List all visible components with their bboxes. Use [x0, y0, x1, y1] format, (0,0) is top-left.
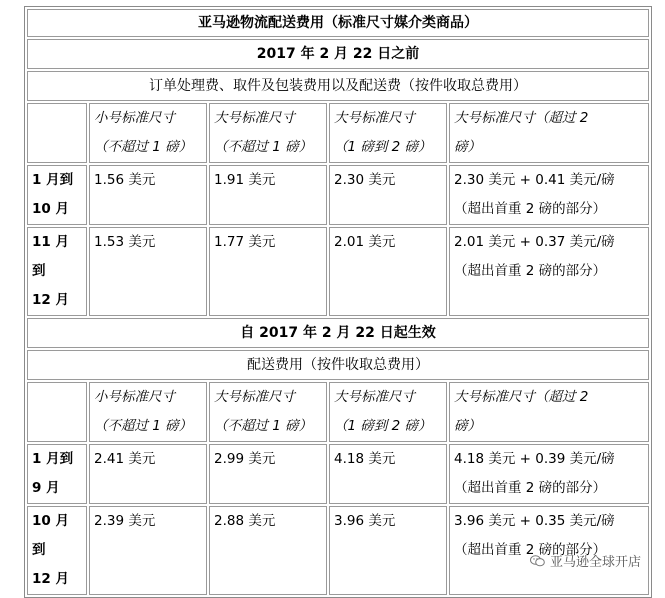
column-header — [449, 382, 649, 442]
column-header — [209, 103, 327, 163]
column-header-line2: （不超过 1 磅） — [214, 139, 313, 155]
fee-formula-cell — [449, 444, 649, 504]
column-header-line1: 大号标准尺寸 — [214, 110, 295, 126]
column-header-line2: （1 磅到 2 磅） — [334, 418, 432, 434]
column-header-line2: 磅） — [454, 139, 481, 155]
column-header-row — [27, 103, 649, 163]
fee-cell: 2.01 美元 — [329, 227, 447, 316]
section-heading: 2017 年 2 月 22 日之前 — [27, 39, 649, 69]
fee-cell: 1.53 美元 — [89, 227, 207, 316]
column-header-line2: （不超过 1 磅） — [94, 139, 193, 155]
month-line2: 12 月 — [32, 292, 69, 308]
column-header-line1: 大号标准尺寸（超过 2 — [454, 389, 589, 405]
section-heading-row — [27, 39, 649, 69]
fee-formula-note: （超出首重 2 磅的部分） — [454, 542, 607, 558]
fee-formula: 2.30 美元 + 0.41 美元/磅 — [454, 172, 615, 188]
watermark — [530, 551, 641, 570]
month-line1: 1 月到 — [32, 451, 74, 467]
column-header-line2: （1 磅到 2 磅） — [334, 139, 432, 155]
fee-cell: 2.30 美元 — [329, 165, 447, 225]
column-header — [329, 382, 447, 442]
empty-corner-cell — [27, 382, 87, 442]
section-subheading: 订单处理费、取件及包装费用以及配送费（按件收取总费用） — [27, 71, 649, 101]
table-title: 亚马逊物流配送费用（标准尺寸媒介类商品） — [27, 9, 649, 37]
table-row — [27, 227, 649, 316]
month-range-cell — [27, 227, 87, 316]
fee-cell: 1.77 美元 — [209, 227, 327, 316]
column-header-line1: 大号标准尺寸 — [334, 110, 415, 126]
column-header-line2: （不超过 1 磅） — [94, 418, 193, 434]
column-header-line1: 小号标准尺寸 — [94, 110, 175, 126]
fee-formula: 3.96 美元 + 0.35 美元/磅 — [454, 513, 615, 529]
column-header-line1: 小号标准尺寸 — [94, 389, 175, 405]
month-range-cell — [27, 165, 87, 225]
table-row — [27, 444, 649, 504]
fee-cell: 2.41 美元 — [89, 444, 207, 504]
fee-formula-note: （超出首重 2 磅的部分） — [454, 201, 607, 217]
fee-formula-note: （超出首重 2 磅的部分） — [454, 263, 607, 279]
month-line2: 12 月 — [32, 571, 69, 587]
column-header-line2: 磅） — [454, 418, 481, 434]
column-header-line1: 大号标准尺寸（超过 2 — [454, 110, 589, 126]
fee-formula-cell — [449, 165, 649, 225]
fee-cell: 3.96 美元 — [329, 506, 447, 595]
month-range-cell — [27, 506, 87, 595]
column-header-line2: （不超过 1 磅） — [214, 418, 313, 434]
month-range-cell — [27, 444, 87, 504]
fee-formula-cell — [449, 227, 649, 316]
section-subheading-row — [27, 350, 649, 380]
month-line1: 11 月到 — [32, 234, 69, 279]
fee-formula-note: （超出首重 2 磅的部分） — [454, 480, 607, 496]
watermark-text: 亚马逊全球开店 — [549, 555, 641, 570]
fee-cell: 1.56 美元 — [89, 165, 207, 225]
section-subheading: 配送费用（按件收取总费用） — [27, 350, 649, 380]
section-heading: 自 2017 年 2 月 22 日起生效 — [27, 318, 649, 348]
month-line1: 10 月到 — [32, 513, 69, 558]
fee-cell: 2.39 美元 — [89, 506, 207, 595]
fee-cell: 1.91 美元 — [209, 165, 327, 225]
month-line2: 10 月 — [32, 201, 69, 217]
section-heading-row — [27, 318, 649, 348]
section-subheading-row — [27, 71, 649, 101]
column-header — [89, 382, 207, 442]
table-row — [27, 165, 649, 225]
fee-formula: 2.01 美元 + 0.37 美元/磅 — [454, 234, 615, 250]
fee-table — [24, 6, 652, 598]
fee-cell: 2.88 美元 — [209, 506, 327, 595]
column-header-line1: 大号标准尺寸 — [334, 389, 415, 405]
column-header — [209, 382, 327, 442]
fee-cell: 4.18 美元 — [329, 444, 447, 504]
column-header — [329, 103, 447, 163]
column-header — [449, 103, 649, 163]
month-line1: 1 月到 — [32, 172, 74, 188]
wechat-icon — [530, 555, 545, 567]
empty-corner-cell — [27, 103, 87, 163]
month-line2: 9 月 — [32, 480, 60, 496]
table-title-row — [27, 9, 649, 37]
column-header-line1: 大号标准尺寸 — [214, 389, 295, 405]
fee-cell: 2.99 美元 — [209, 444, 327, 504]
column-header — [89, 103, 207, 163]
column-header-row — [27, 382, 649, 442]
fee-formula: 4.18 美元 + 0.39 美元/磅 — [454, 451, 615, 467]
